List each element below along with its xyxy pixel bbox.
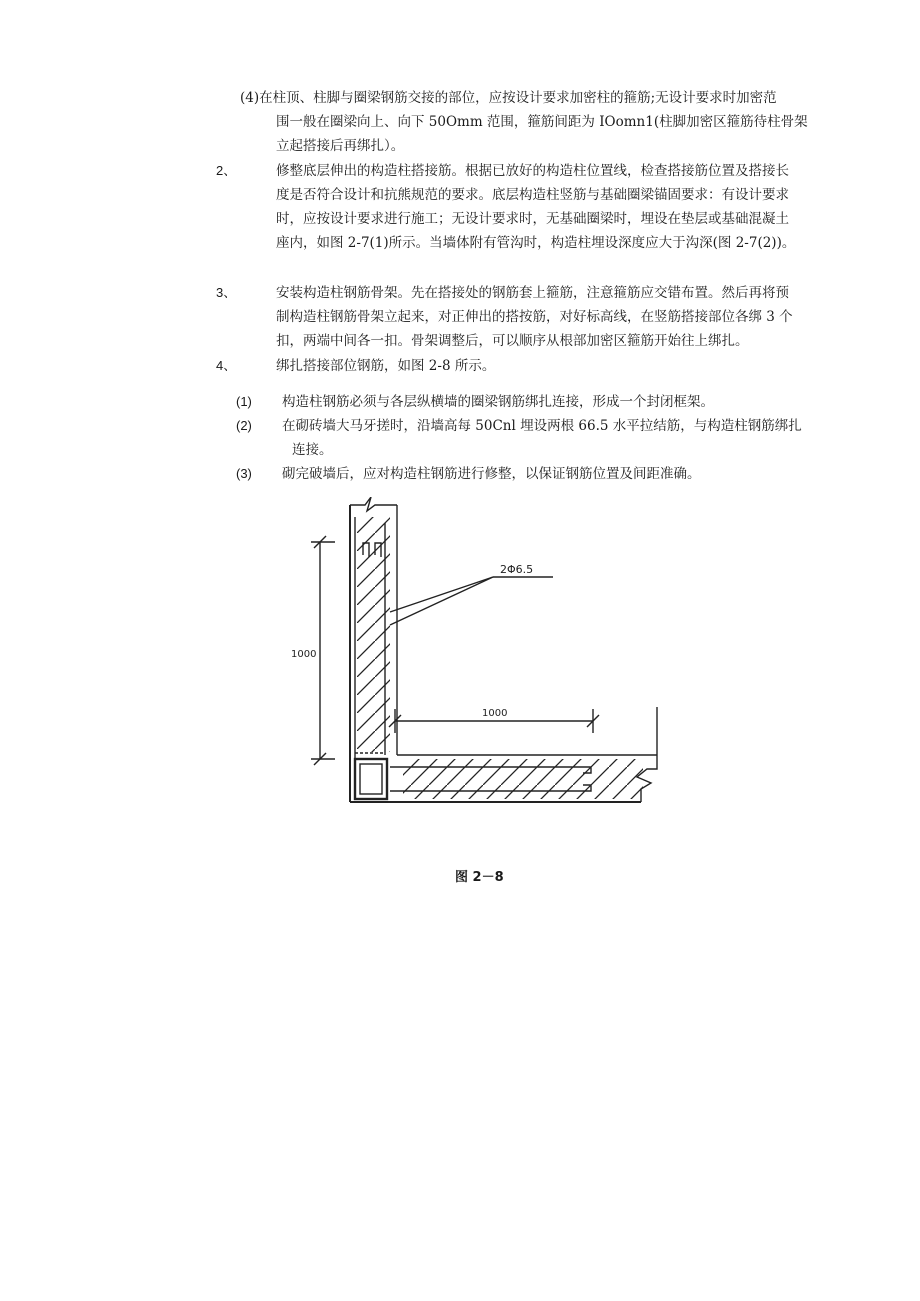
paragraph-item-3	[276, 281, 793, 353]
paragraph-item-4-text: 绑扎搭接部位钢筋，如图 2-8 所示。	[276, 358, 496, 374]
paragraph-line: 扣，两端中间各一扣。骨架调整后，可以顺序从根部加密区箍筋开始往上绑扎。	[276, 333, 749, 349]
sub-item-number-3: (3)	[236, 466, 252, 481]
sub-item-2	[282, 414, 802, 462]
item-number-2: 2、	[216, 163, 237, 178]
paragraph-item-4	[240, 86, 808, 158]
sub-item-number-1: (1)	[236, 394, 252, 409]
paragraph-line: 在砌砖墙大马牙搓时，沿墙高每 50Cnl 埋设两根 66.5 水平拉结筋，与构造柱钢筋绑扎	[282, 418, 802, 434]
vertical-dimension-label: 1000	[291, 649, 317, 660]
paragraph-line: 度是否符合设计和抗熊规范的要求。底层构造柱竖筋与基础圈梁锚固要求：有设计要求	[276, 187, 789, 203]
paragraph-line: (4)在柱顶、柱脚与圈梁钢筋交接的部位，应按设计要求加密柱的箍筋;无设计要求时加密范	[240, 90, 777, 106]
rebar-detail-figure	[285, 497, 685, 822]
paragraph-line: 修整底层伸出的构造柱搭接筋。根据已放好的构造柱位置线，检查搭接筋位置及搭接长	[276, 163, 789, 179]
paragraph-line: 时，应按设计要求进行施工；无设计要求时，无基础圈梁时，埋设在垫层或基础混凝土	[276, 211, 789, 227]
paragraph-item-2	[276, 159, 795, 255]
paragraph-line: 安装构造柱钢筋骨架。先在搭接处的钢筋套上箍筋，注意箍筋应交错布置。然后再将预	[276, 285, 789, 301]
paragraph-line: 座内，如图 2-7(1)所示。当墙体附有管沟时，构造柱埋设深度应大于沟深(图 2-7(2))。	[276, 235, 796, 251]
item-number-4: 4、	[216, 358, 237, 373]
paragraph-line: 立起搭接后再绑扎）。	[276, 138, 405, 154]
item-number-3: 3、	[216, 285, 237, 300]
paragraph-line: 连接。	[292, 442, 333, 458]
paragraph-line: 制构造柱钢筋骨架立起来，对正伸出的搭按筋，对好标高线，在竖筋搭接部位各绑 3 个	[276, 309, 793, 325]
sub-item-number-2: (2)	[236, 418, 252, 433]
rebar-label: 2Φ6.5	[500, 563, 534, 576]
paragraph-line: 围一般在圈梁向上、向下 50Omm 范围，箍筋间距为 IOomn1(柱脚加密区箍筋待柱骨架	[276, 114, 808, 130]
figure-caption: 图 2－8	[455, 870, 504, 885]
horizontal-dimension-label: 1000	[482, 708, 508, 719]
sub-item-3: 砌完破墙后，应对构造柱钢筋进行修整，以保证钢筋位置及间距准确。	[282, 466, 701, 482]
drawing-lines	[311, 497, 657, 802]
sub-item-1: 构造柱钢筋必须与各层纵横墙的圈梁钢筋绑扎连接，形成一个封闭框架。	[282, 394, 714, 410]
